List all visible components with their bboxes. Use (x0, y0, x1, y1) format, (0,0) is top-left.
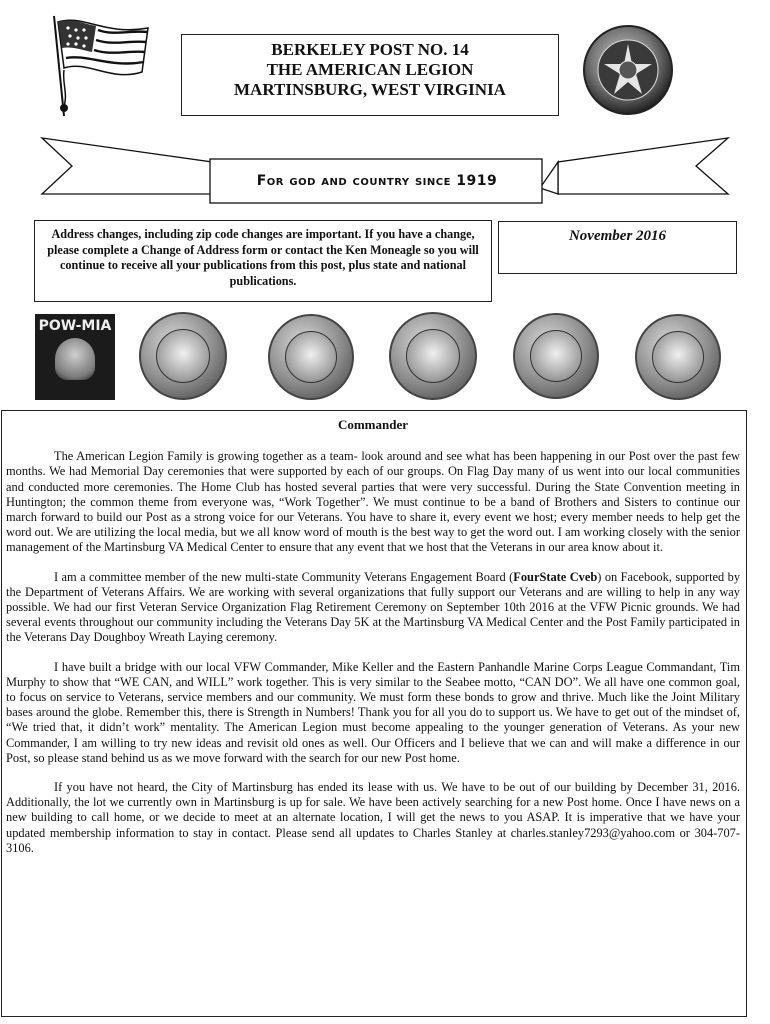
coast-guard-seal-icon (635, 314, 721, 400)
article-paragraph-4: If you have not heard, the City of Martinsburg has ended its lease with us. We have to be out of our building by December 31, 2016. Additionally, the lot we currently own in Martinsburg is up for sale. We have been actively searching for a new Post home. Once I have news on a new building to call home, or we decide to meet at an alternate location, I will get the news to you ASAP. It is imperative that we have your updated membership information to stay in contact. Please send all updates to Charles Stanley at charles.stanley7293@yahoo.com or 304-707-3106. (6, 780, 740, 855)
american-legion-emblem-icon (582, 24, 674, 116)
title-line-2: THE AMERICAN LEGION (266, 60, 474, 79)
commander-article (1, 410, 747, 1017)
navy-seal-icon (268, 314, 354, 400)
marine-corps-seal-icon (389, 312, 477, 400)
newsletter-title-box (181, 34, 559, 116)
title-line-1: BERKELEY POST NO. 14 (271, 40, 469, 59)
army-seal-icon (139, 312, 227, 400)
title-line-3: MARTINSBURG, WEST VIRGINIA (234, 80, 506, 99)
article-paragraph-1: The American Legion Family is growing together as a team- look around and see what has been happening in our Post over the past few months. We had Memorial Day ceremonies that were supported by each of our groups. On Flag Day many of us went into our local communities and conducted more ceremonies. The Home Club has hosted several parties that were very successful. During the State Convention meeting in Huntington; the common theme from everyone was, “Work Together”. We must continue to be a band of Brothers and Sisters to continue our march forward to build our Post as a strong voice for our Veterans. You have to share it, every event we host; every member needs to help get the word out. We are utilizing the local media, but we all know word of mouth is the best way to get the word out. I am working closely with the senior management of the Martinsburg VA Medical Center to ensure that any event that we host that the Veterans in our area know about it. (6, 449, 740, 555)
article-paragraph-2: I am a committee member of the new multi-state Community Veterans Engagement Board (FourState Cveb) on Facebook, supported by the Department of Veterans Affairs. We are working with several organizations that fully support our Veterans and are willing to help in any way possible. We had our first Veteran Service Organization Flag Retirement Ceremony on September 10th 2016 at the VFW Picnic grounds. We had several events throughout our community including the Veterans Day 5K at the Martinsburg VA Medical Center and the Post Family participated in the Veterans Day Doughboy Wreath Laying ceremony. (6, 569, 741, 645)
article-paragraph-3: I have built a bridge with our local VFW Commander, Mike Keller and the Eastern Panhandle Marine Corps League Commandant, Tim Murphy to show that “WE CAN, and WILL” work together. This is very similar to the Seabee motto, “CAN DO”. We all have one common goal, to focus on service to Veterans, service members and our community. We must form these bonds to grow and thrive. Much like the Joint Military bases around the globe. Remember this, there is Strength in Numbers! Thank you for all you do to support us. We have to get out of the mindset of, “We tried that, it didn’t work” mentality. The American Legion must become appealing to the younger generation of Veterans. As your new Commander, I am willing to try new ideas and revisit old ones as well. Our Officers and I believe that we can and will make a difference in our Post, so please stand behind us as we move forward with the search for our new Post home. (6, 659, 740, 765)
cveb-name: FourState Cveb (513, 569, 598, 584)
article-heading: Commander (337, 417, 409, 432)
pow-mia-flag-icon (35, 314, 115, 400)
air-force-seal-icon (513, 313, 599, 399)
pow-mia-label: POW-MIA (38, 318, 112, 334)
issue-date: November 2016 (498, 221, 737, 274)
address-change-notice: Address changes, including zip code changes are important. If you have a change, please complete a Change of Address form or contact the Ken Moneagle so you will continue to receive all your publications from this post, plus state and national publications. (34, 220, 492, 302)
motto-text: For god and country since 1919 (256, 173, 498, 189)
american-flag-icon (44, 12, 156, 124)
